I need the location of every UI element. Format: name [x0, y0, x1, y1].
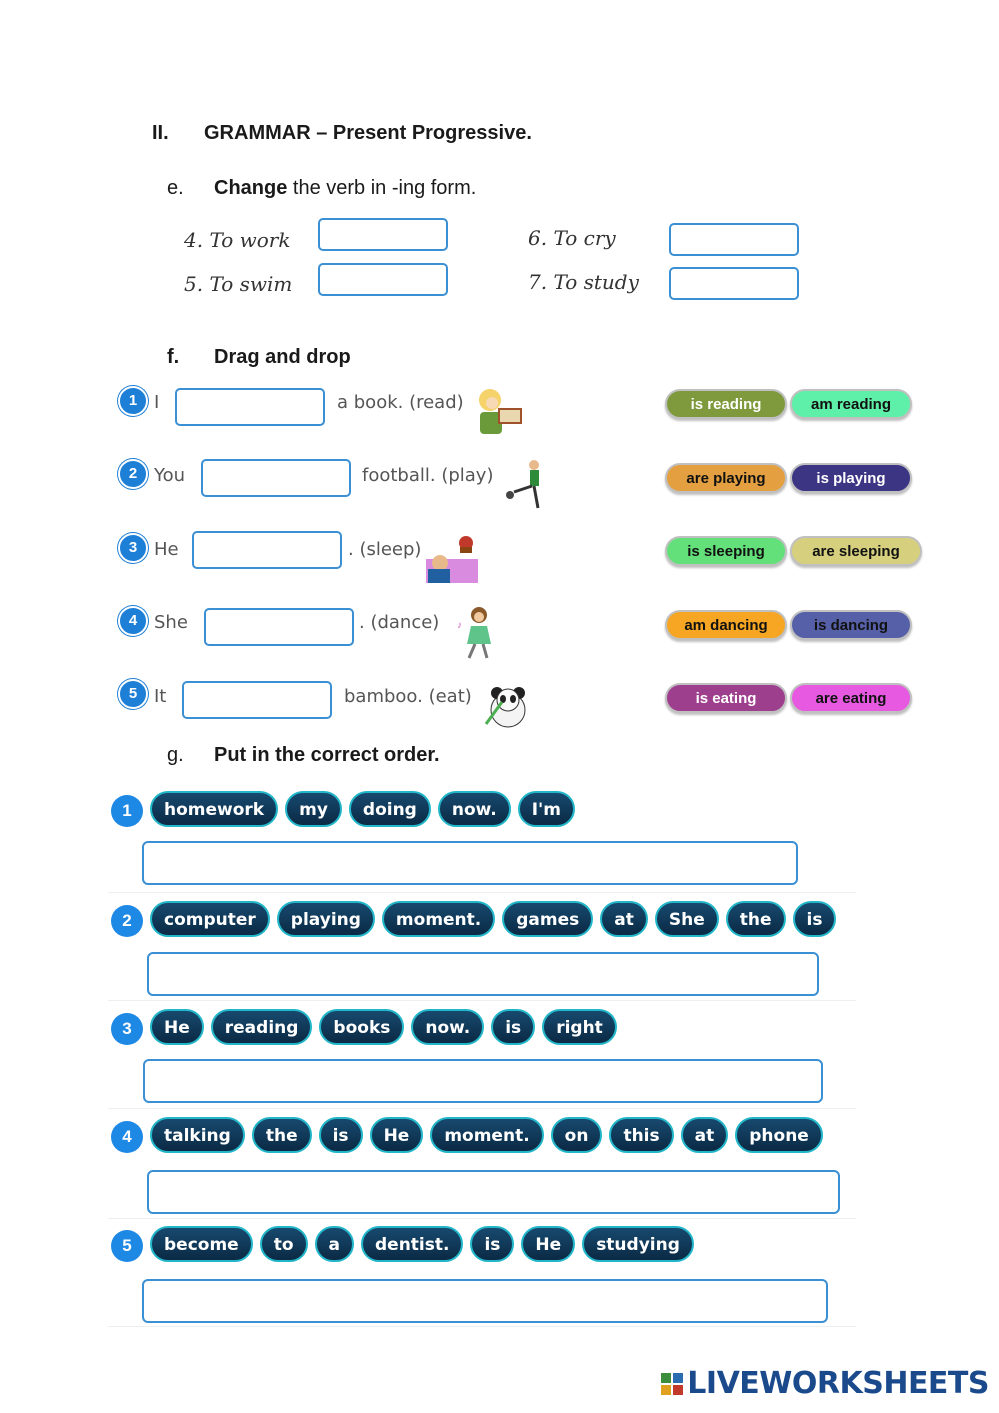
- part-g-title: Put in the correct order.: [214, 744, 440, 766]
- drop-zone-4[interactable]: [204, 608, 354, 646]
- word-chip[interactable]: dentist.: [361, 1226, 463, 1262]
- subject-3: He: [154, 539, 179, 560]
- answer-input-6[interactable]: [669, 223, 799, 256]
- word-chip[interactable]: games: [502, 901, 593, 937]
- word-chip[interactable]: at: [600, 901, 648, 937]
- dancing-girl-icon: [455, 606, 501, 660]
- verb-label-4: 4. To work: [184, 228, 291, 252]
- word-chip[interactable]: He: [521, 1226, 575, 1262]
- word-bank-5: [150, 1226, 701, 1262]
- word-chip[interactable]: to: [260, 1226, 308, 1262]
- divider: [108, 1326, 856, 1327]
- word-chip[interactable]: is: [793, 901, 837, 937]
- option-are-sleeping[interactable]: are sleeping: [790, 536, 922, 566]
- word-chip[interactable]: moment.: [382, 901, 495, 937]
- verb-label-5: 5. To swim: [184, 272, 293, 296]
- question-number-1: 1: [118, 386, 148, 416]
- part-g-letter: g.: [167, 744, 184, 766]
- option-is-reading[interactable]: is reading: [665, 389, 787, 419]
- logo-mark-icon: [661, 1373, 683, 1395]
- sentence-rest-5: bamboo. (eat): [344, 686, 472, 707]
- sleeping-boy-icon: [426, 533, 478, 585]
- word-chip[interactable]: right: [542, 1009, 617, 1045]
- order-number-3: 3: [111, 1013, 143, 1045]
- option-is-eating[interactable]: is eating: [665, 683, 787, 713]
- word-chip[interactable]: reading: [211, 1009, 313, 1045]
- word-chip[interactable]: playing: [277, 901, 375, 937]
- word-chip[interactable]: the: [252, 1117, 312, 1153]
- liveworksheets-logo: [661, 1366, 989, 1401]
- word-bank-3: [150, 1009, 624, 1045]
- panda-icon: [482, 680, 532, 730]
- drop-zone-1[interactable]: [175, 388, 325, 426]
- word-chip[interactable]: moment.: [430, 1117, 543, 1153]
- question-number-5: 5: [118, 679, 148, 709]
- svg-text:♪: ♪: [457, 620, 462, 631]
- word-chip[interactable]: is: [319, 1117, 363, 1153]
- order-number-1: 1: [111, 795, 143, 827]
- word-chip[interactable]: studying: [582, 1226, 694, 1262]
- option-are-eating[interactable]: are eating: [790, 683, 912, 713]
- word-bank-4: [150, 1117, 830, 1153]
- word-chip[interactable]: become: [150, 1226, 253, 1262]
- drop-zone-5[interactable]: [182, 681, 332, 719]
- word-chip[interactable]: now.: [411, 1009, 484, 1045]
- part-e-bold: Change: [214, 177, 288, 199]
- word-chip[interactable]: is: [470, 1226, 514, 1262]
- sentence-rest-3: . (sleep): [348, 539, 422, 560]
- answer-input-5[interactable]: [318, 263, 448, 296]
- question-number-3: 3: [118, 533, 148, 563]
- order-number-2: 2: [111, 905, 143, 937]
- part-f-title: Drag and drop: [214, 346, 351, 368]
- word-chip[interactable]: at: [681, 1117, 729, 1153]
- word-chip[interactable]: books: [319, 1009, 404, 1045]
- part-e-letter: e.: [167, 177, 184, 199]
- subject-4: She: [154, 612, 188, 633]
- word-chip[interactable]: is: [491, 1009, 535, 1045]
- divider: [108, 1000, 856, 1001]
- word-chip[interactable]: He: [150, 1009, 204, 1045]
- question-number-4: 4: [118, 606, 148, 636]
- word-chip[interactable]: computer: [150, 901, 270, 937]
- question-number-2: 2: [118, 459, 148, 489]
- word-chip[interactable]: on: [551, 1117, 603, 1153]
- word-chip[interactable]: She: [655, 901, 719, 937]
- option-am-dancing[interactable]: am dancing: [665, 610, 787, 640]
- word-chip[interactable]: He: [370, 1117, 424, 1153]
- option-am-reading[interactable]: am reading: [790, 389, 912, 419]
- divider: [108, 892, 856, 893]
- divider: [108, 1218, 856, 1219]
- order-number-5: 5: [111, 1230, 143, 1262]
- verb-label-6: 6. To cry: [528, 226, 616, 250]
- section-number: II.: [152, 122, 169, 144]
- word-chip[interactable]: doing: [349, 791, 431, 827]
- sentence-rest-2: football. (play): [362, 465, 494, 486]
- part-f-letter: f.: [167, 346, 180, 368]
- order-number-4: 4: [111, 1121, 143, 1153]
- sentence-rest-4: . (dance): [359, 612, 440, 633]
- verb-label-7: 7. To study: [528, 270, 639, 294]
- word-chip[interactable]: talking: [150, 1117, 245, 1153]
- word-chip[interactable]: phone: [735, 1117, 823, 1153]
- word-chip[interactable]: I'm: [518, 791, 575, 827]
- answer-input-4[interactable]: [318, 218, 448, 251]
- part-e-rest: the verb in -ing form.: [287, 177, 477, 199]
- reading-girl-icon: [472, 386, 526, 438]
- subject-1: I: [154, 392, 160, 413]
- word-bank-2: [150, 901, 843, 937]
- order-answer-4[interactable]: [147, 1170, 840, 1214]
- logo-text: LIVEWORKSHEETS: [687, 1366, 989, 1401]
- option-is-playing[interactable]: is playing: [790, 463, 912, 493]
- order-answer-3[interactable]: [143, 1059, 823, 1103]
- option-are-playing[interactable]: are playing: [665, 463, 787, 493]
- word-chip[interactable]: homework: [150, 791, 278, 827]
- word-chip[interactable]: a: [315, 1226, 354, 1262]
- word-bank-1: [150, 791, 582, 827]
- divider: [108, 1108, 856, 1109]
- answer-input-7[interactable]: [669, 267, 799, 300]
- word-chip[interactable]: this: [609, 1117, 673, 1153]
- word-chip[interactable]: my: [285, 791, 342, 827]
- part-e-instruction: [214, 177, 476, 200]
- drop-zone-3[interactable]: [192, 531, 342, 569]
- order-answer-2[interactable]: [147, 952, 819, 996]
- section-title: GRAMMAR – Present Progressive.: [204, 122, 532, 144]
- subject-5: It: [154, 686, 167, 707]
- sentence-rest-1: a book. (read): [337, 392, 464, 413]
- option-is-dancing[interactable]: is dancing: [790, 610, 912, 640]
- football-player-icon: [504, 458, 552, 512]
- order-answer-1[interactable]: [142, 841, 798, 885]
- word-chip[interactable]: the: [726, 901, 786, 937]
- order-answer-5[interactable]: [142, 1279, 828, 1323]
- word-chip[interactable]: now.: [438, 791, 511, 827]
- drop-zone-2[interactable]: [201, 459, 351, 497]
- subject-2: You: [154, 465, 186, 486]
- option-is-sleeping[interactable]: is sleeping: [665, 536, 787, 566]
